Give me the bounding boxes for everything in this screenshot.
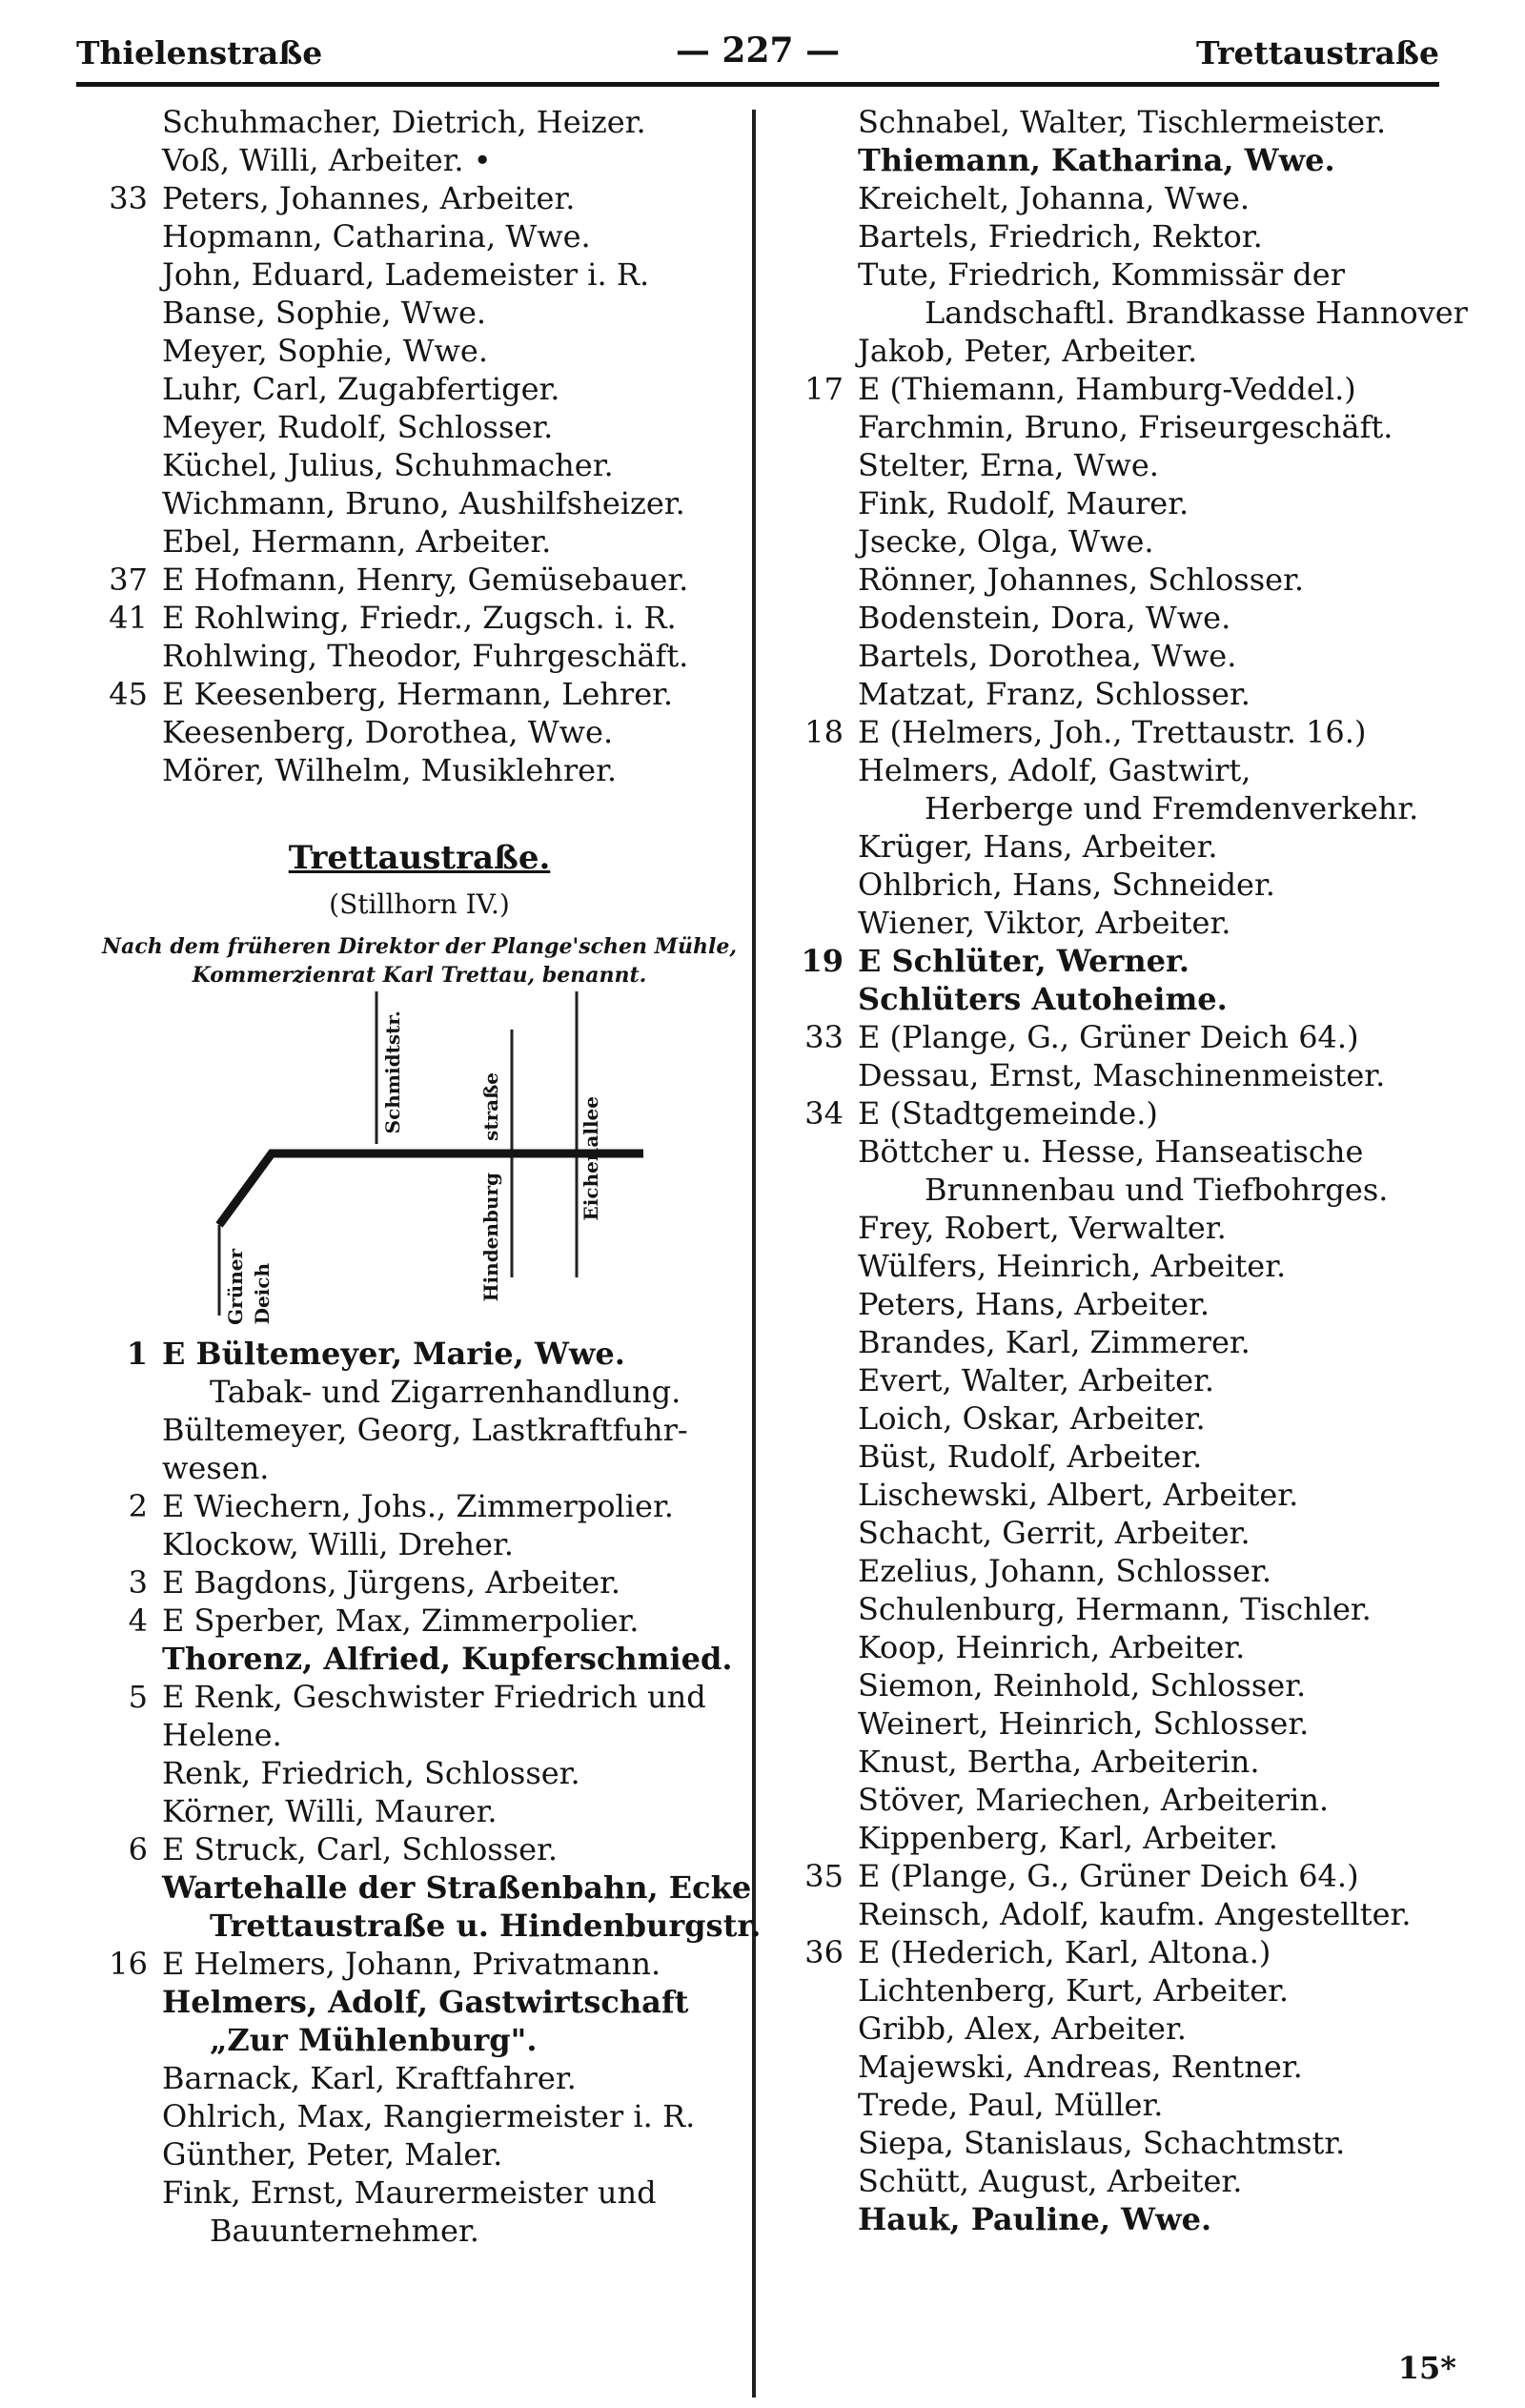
section-note [91,932,748,990]
directory-entry [786,1361,1458,1399]
entry-text: Gribb, Alex, Arbeiter. [858,2010,1187,2047]
entry-text: Ebel, Hermann, Arbeiter. [162,523,552,560]
header-left-street: Thielenstraße [76,34,323,71]
entry-text: Lichtenberg, Kurt, Arbeiter. [858,1972,1290,2009]
house-number: 19 [801,943,844,979]
directory-entry [91,1487,748,1525]
directory-entry [786,1895,1458,1933]
entry-text: Meyer, Rudolf, Schlosser. [162,409,554,445]
directory-entry [91,2135,748,2173]
house-number: 41 [109,600,148,636]
directory-entry [786,179,1458,217]
left-column-bottom [91,1335,762,2250]
entry-text: Helmers, Adolf, Gastwirtschaft [162,1984,689,2020]
entry-text: Klockow, Willi, Dreher. [162,1526,514,1562]
directory-entry [91,1754,748,1792]
directory-entry [91,1525,748,1563]
map-label-gruener: Grüner [224,1249,247,1325]
house-number: 33 [109,180,148,216]
entry-text: E (Plange, G., Grüner Deich 64.) [858,1019,1359,1055]
house-number: 6 [128,1831,148,1867]
directory-entry [786,561,1458,599]
directory-entry [786,1514,1458,1552]
entry-text: Bartels, Dorothea, Wwe. [858,638,1237,674]
right-column [786,103,1468,2238]
directory-entry [91,255,748,294]
directory-entry [786,1018,1458,1056]
directory-entry [91,1678,748,1716]
entry-text: Meyer, Sophie, Wwe. [162,333,489,369]
entry-text: Koop, Heinrich, Arbeiter. [858,1629,1246,1665]
entry-text: E Schlüter, Werner. [858,943,1190,979]
entry-text: E Bültemeyer, Marie, Wwe. [162,1336,625,1372]
entry-text: Farchmin, Bruno, Friseurgeschäft. [858,409,1393,445]
directory-entry [786,713,1458,751]
entry-text: E Renk, Geschwister Friedrich und [162,1679,706,1715]
directory-entry [91,1640,748,1678]
directory-entry [786,484,1458,522]
entry-text: Jsecke, Olga, Wwe. [858,523,1154,560]
map-label-deich: Deich [251,1263,274,1325]
directory-entry [786,1628,1458,1666]
entry-text: Böttcher u. Hesse, Hanseatische [858,1133,1364,1170]
directory-entry [91,408,748,446]
directory-entry [91,1868,752,1907]
entry-text: Majewski, Andreas, Rentner. [858,2049,1303,2085]
directory-entry [91,713,748,751]
house-number: 36 [804,1934,844,1970]
directory-entry [91,637,748,675]
directory-entry [91,370,748,408]
entry-text: Schütt, August, Arbeiter. [858,2163,1243,2199]
header-rule [76,82,1439,87]
entry-text: E Helmers, Johann, Privatmann. [162,1946,661,1982]
directory-entry [786,1399,1458,1438]
directory-entry [786,866,1458,904]
directory-entry [786,1438,1458,1476]
entry-text: Keesenberg, Dorothea, Wwe. [162,714,614,750]
entry-text: Tabak- und Zigarrenhandlung. [210,1374,681,1410]
entry-text: Matzat, Franz, Schlosser. [858,676,1250,712]
directory-entry [786,1857,1458,1895]
directory-entry [91,294,748,332]
directory-entry [91,2059,748,2097]
entry-text: E (Hederich, Karl, Altona.) [858,1934,1271,1970]
house-number: 37 [109,561,148,598]
house-number: 18 [804,714,844,750]
entry-text: Ohlbrich, Hans, Schneider. [858,867,1275,903]
house-number: 16 [109,1946,148,1982]
entry-text: Mörer, Wilhelm, Musiklehrer. [162,752,618,788]
section-subtitle: (Stillhorn IV.) [329,888,510,920]
entry-text: Knust, Bertha, Arbeiterin. [858,1744,1260,1780]
directory-entry [786,980,1458,1018]
directory-entry [91,1602,748,1640]
directory-entry [91,2021,748,2059]
entry-text: E (Plange, G., Grüner Deich 64.) [858,1858,1359,1894]
entry-text: Hopmann, Catharina, Wwe. [162,218,591,255]
entry-text: Schlüters Autoheime. [858,981,1228,1017]
directory-entry [786,2086,1458,2124]
entry-text: Brandes, Karl, Zimmerer. [858,1324,1250,1360]
house-number: 2 [128,1488,148,1524]
entry-text: Stelter, Erna, Wwe. [858,447,1159,483]
entry-text: Rohlwing, Theodor, Fuhrgeschäft. [162,638,689,674]
entry-text: Tute, Friedrich, Kommissär der [858,256,1345,293]
entry-text: Stöver, Mariechen, Arbeiterin. [858,1782,1330,1818]
entry-text: Trettaustraße u. Hindenburgstr. [210,1908,762,1944]
directory-entry [786,446,1458,484]
entry-text: Küchel, Julius, Schuhmacher. [162,447,614,483]
page-number: — 227 — [675,31,841,71]
entry-text: Kippenberg, Karl, Arbeiter. [858,1820,1278,1856]
map-label-schmidtstr: Schmidtstr. [381,1010,404,1134]
directory-entry [91,1907,762,1945]
directory-entry [91,1335,748,1373]
directory-entry [786,408,1458,446]
directory-entry [786,103,1458,141]
entry-text: Kreichelt, Johanna, Wwe. [858,180,1250,216]
directory-entry [91,1449,748,1487]
directory-entry [786,675,1458,713]
entry-text: John, Eduard, Lademeister i. R. [162,256,650,293]
entry-text: Bültemeyer, Georg, Lastkraftfuhr- [162,1412,688,1448]
directory-entry [786,1933,1458,1971]
directory-entry [786,2124,1458,2162]
entry-text: Ezelius, Johann, Schlosser. [858,1553,1272,1589]
entry-text: E Bagdons, Jürgens, Arbeiter. [162,1564,621,1601]
directory-entry [91,1563,748,1602]
entry-text: E (Helmers, Joh., Trettaustr. 16.) [858,714,1367,750]
directory-entry [91,332,748,370]
directory-entry [91,1983,748,2021]
entry-text: Evert, Walter, Arbeiter. [858,1362,1215,1398]
entry-text: Bodenstein, Dora, Wwe. [858,600,1231,636]
entry-text: Hauk, Pauline, Wwe. [858,2201,1212,2237]
entry-text: Reinsch, Adolf, kaufm. Angestellter. [858,1896,1412,1932]
left-column-top [91,103,748,789]
map-label-eichenallee: Eichenallee [580,1096,602,1221]
directory-entry [786,1094,1458,1133]
entry-text: Jakob, Peter, Arbeiter. [858,333,1198,369]
entry-text: Thorenz, Alfried, Kupferschmied. [162,1641,733,1677]
directory-entry [786,789,1458,827]
directory-entry [786,904,1458,942]
entry-text: Trede, Paul, Müller. [858,2087,1164,2123]
directory-entry [786,522,1458,561]
directory-entry [786,1552,1458,1590]
entry-text: Renk, Friedrich, Schlosser. [162,1755,580,1791]
entry-text: E Sperber, Max, Zimmerpolier. [162,1602,640,1639]
directory-entry [91,675,748,713]
directory-entry [786,1133,1458,1171]
directory-entry [91,751,748,789]
entry-text: Peters, Hans, Arbeiter. [858,1286,1210,1322]
directory-entry [786,827,1458,866]
directory-entry [786,2162,1458,2200]
house-number: 45 [109,676,148,712]
directory-entry [91,2212,748,2250]
directory-entry [786,1171,1458,1209]
directory-entry [786,217,1458,255]
entry-text: Fink, Rudolf, Maurer. [858,485,1190,521]
entry-text: Bauunternehmer. [210,2213,479,2249]
entry-text: Lischewski, Albert, Arbeiter. [858,1477,1299,1513]
directory-entry [786,370,1458,408]
directory-entry [786,1819,1458,1857]
map-label-hindenburg: Hindenburg [479,1173,502,1302]
directory-entry [786,255,1458,294]
directory-entry [786,294,1468,332]
entry-text: Wartehalle der Straßenbahn, Ecke [162,1869,752,1906]
entry-text: E Wiechern, Johs., Zimmerpolier. [162,1488,674,1524]
entry-text: Voß, Willi, Arbeiter. • [162,142,492,178]
directory-entry [91,1373,748,1411]
page-header [76,27,1439,84]
directory-entry [786,2200,1458,2238]
header-right-street: Trettaustraße [1195,34,1439,71]
house-number: 17 [804,371,844,407]
entry-text: Siepa, Stanislaus, Schachtmstr. [858,2125,1346,2161]
street-map [195,991,643,1335]
directory-entry [91,484,748,522]
directory-entry [786,1247,1458,1285]
directory-entry [91,2173,748,2212]
entry-text: Günther, Peter, Maler. [162,2136,503,2173]
directory-entry [786,1285,1458,1323]
entry-text: Wülfers, Heinrich, Arbeiter. [858,1248,1287,1284]
entry-text: Frey, Robert, Verwalter. [858,1210,1227,1246]
house-number: 5 [128,1679,148,1715]
entry-text: Banse, Sophie, Wwe. [162,295,487,331]
directory-entry [91,446,748,484]
entry-text: Fink, Ernst, Maurermeister und [162,2174,657,2211]
house-number: 33 [804,1019,844,1055]
house-number: 35 [804,1858,844,1894]
entry-text: Wiener, Viktor, Arbeiter. [858,905,1231,941]
directory-entry [786,942,1458,980]
entry-text: Ohlrich, Max, Rangiermeister i. R. [162,2098,696,2134]
directory-entry [91,561,748,599]
entry-text: Schacht, Gerrit, Arbeiter. [858,1515,1250,1551]
entry-text: E Hofmann, Henry, Gemüsebauer. [162,561,689,598]
entry-text: Luhr, Carl, Zugabfertiger. [162,371,560,407]
directory-entry [786,2048,1458,2086]
entry-text: Bartels, Friedrich, Rektor. [858,218,1263,255]
directory-entry [786,1971,1458,2010]
directory-entry [91,1945,748,1983]
entry-text: Herberge und Fremdenverkehr. [925,790,1419,826]
entry-text: Krüger, Hans, Arbeiter. [858,828,1218,865]
section-note-line-1: Nach dem früheren Direktor der Plange'schen Mühle, [101,934,738,959]
directory-entry [91,599,748,637]
directory-entry [786,1476,1458,1514]
directory-entry [786,1323,1458,1361]
entry-text: Schnabel, Walter, Tischlermeister. [858,104,1387,140]
entry-text: Helmers, Adolf, Gastwirt, [858,752,1251,788]
section-note-line-2: Kommerzienrat Karl Trettau, benannt. [192,963,647,988]
directory-entry [786,2010,1458,2048]
directory-entry [91,179,748,217]
directory-entry [91,217,748,255]
directory-entry [786,751,1458,789]
directory-entry [91,522,748,561]
directory-entry [91,103,748,141]
entry-text: Weinert, Heinrich, Schlosser. [858,1705,1310,1742]
entry-text: Helene. [162,1717,282,1753]
entry-text: Barnack, Karl, Kraftfahrer. [162,2060,577,2096]
directory-entry [786,1704,1458,1743]
house-number: 4 [128,1602,148,1639]
entry-text: E Rohlwing, Friedr., Zugsch. i. R. [162,600,677,636]
entry-text: Büst, Rudolf, Arbeiter. [858,1439,1203,1475]
entry-text: „Zur Mühlenburg". [210,2022,538,2058]
entry-text: Rönner, Johannes, Schlosser. [858,561,1305,598]
entry-text: Schulenburg, Hermann, Tischler. [858,1591,1372,1627]
entry-text: E (Thiemann, Hamburg-Veddel.) [858,371,1356,407]
entry-text: Dessau, Ernst, Maschinenmeister. [858,1057,1386,1093]
directory-entry [786,599,1458,637]
directory-entry [786,1743,1458,1781]
directory-entry [786,1209,1458,1247]
entry-text: Thiemann, Katharina, Wwe. [858,142,1335,178]
directory-entry [91,1716,748,1754]
house-number: 34 [804,1095,844,1132]
signature-mark: 15* [1397,2350,1456,2386]
directory-entry [786,1056,1458,1094]
directory-entry [786,1666,1458,1704]
map-label-strasse: straße [479,1072,502,1141]
directory-entry [91,141,748,179]
entry-text: Körner, Willi, Maurer. [162,1793,498,1829]
house-number: 3 [128,1564,148,1601]
entry-text: E Struck, Carl, Schlosser. [162,1831,558,1867]
directory-entry [786,1781,1458,1819]
directory-entry [786,141,1458,179]
entry-text: E Keesenberg, Hermann, Lehrer. [162,676,674,712]
entry-text: Brunnenbau und Tiefbohrges. [925,1172,1389,1208]
directory-entry [91,1411,748,1449]
directory-entry [91,2097,748,2135]
entry-text: E (Stadtgemeinde.) [858,1095,1158,1132]
entry-text: Landschaftl. Brandkasse Hannover [925,295,1468,331]
entry-text: Wichmann, Bruno, Aushilfsheizer. [162,485,685,521]
entry-text: Siemon, Reinhold, Schlosser. [858,1667,1307,1704]
directory-entry [786,332,1458,370]
entry-text: Loich, Oskar, Arbeiter. [858,1400,1206,1437]
section-title: Trettaustraße. [288,839,551,877]
column-divider [752,110,756,2398]
directory-entry [786,637,1458,675]
house-number: 1 [126,1336,148,1372]
entry-text: Peters, Johannes, Arbeiter. [162,180,576,216]
directory-entry [91,1830,748,1868]
entry-text: wesen. [162,1450,270,1486]
directory-entry [786,1590,1458,1628]
entry-text: Schuhmacher, Dietrich, Heizer. [162,104,646,140]
directory-entry [91,1792,748,1830]
